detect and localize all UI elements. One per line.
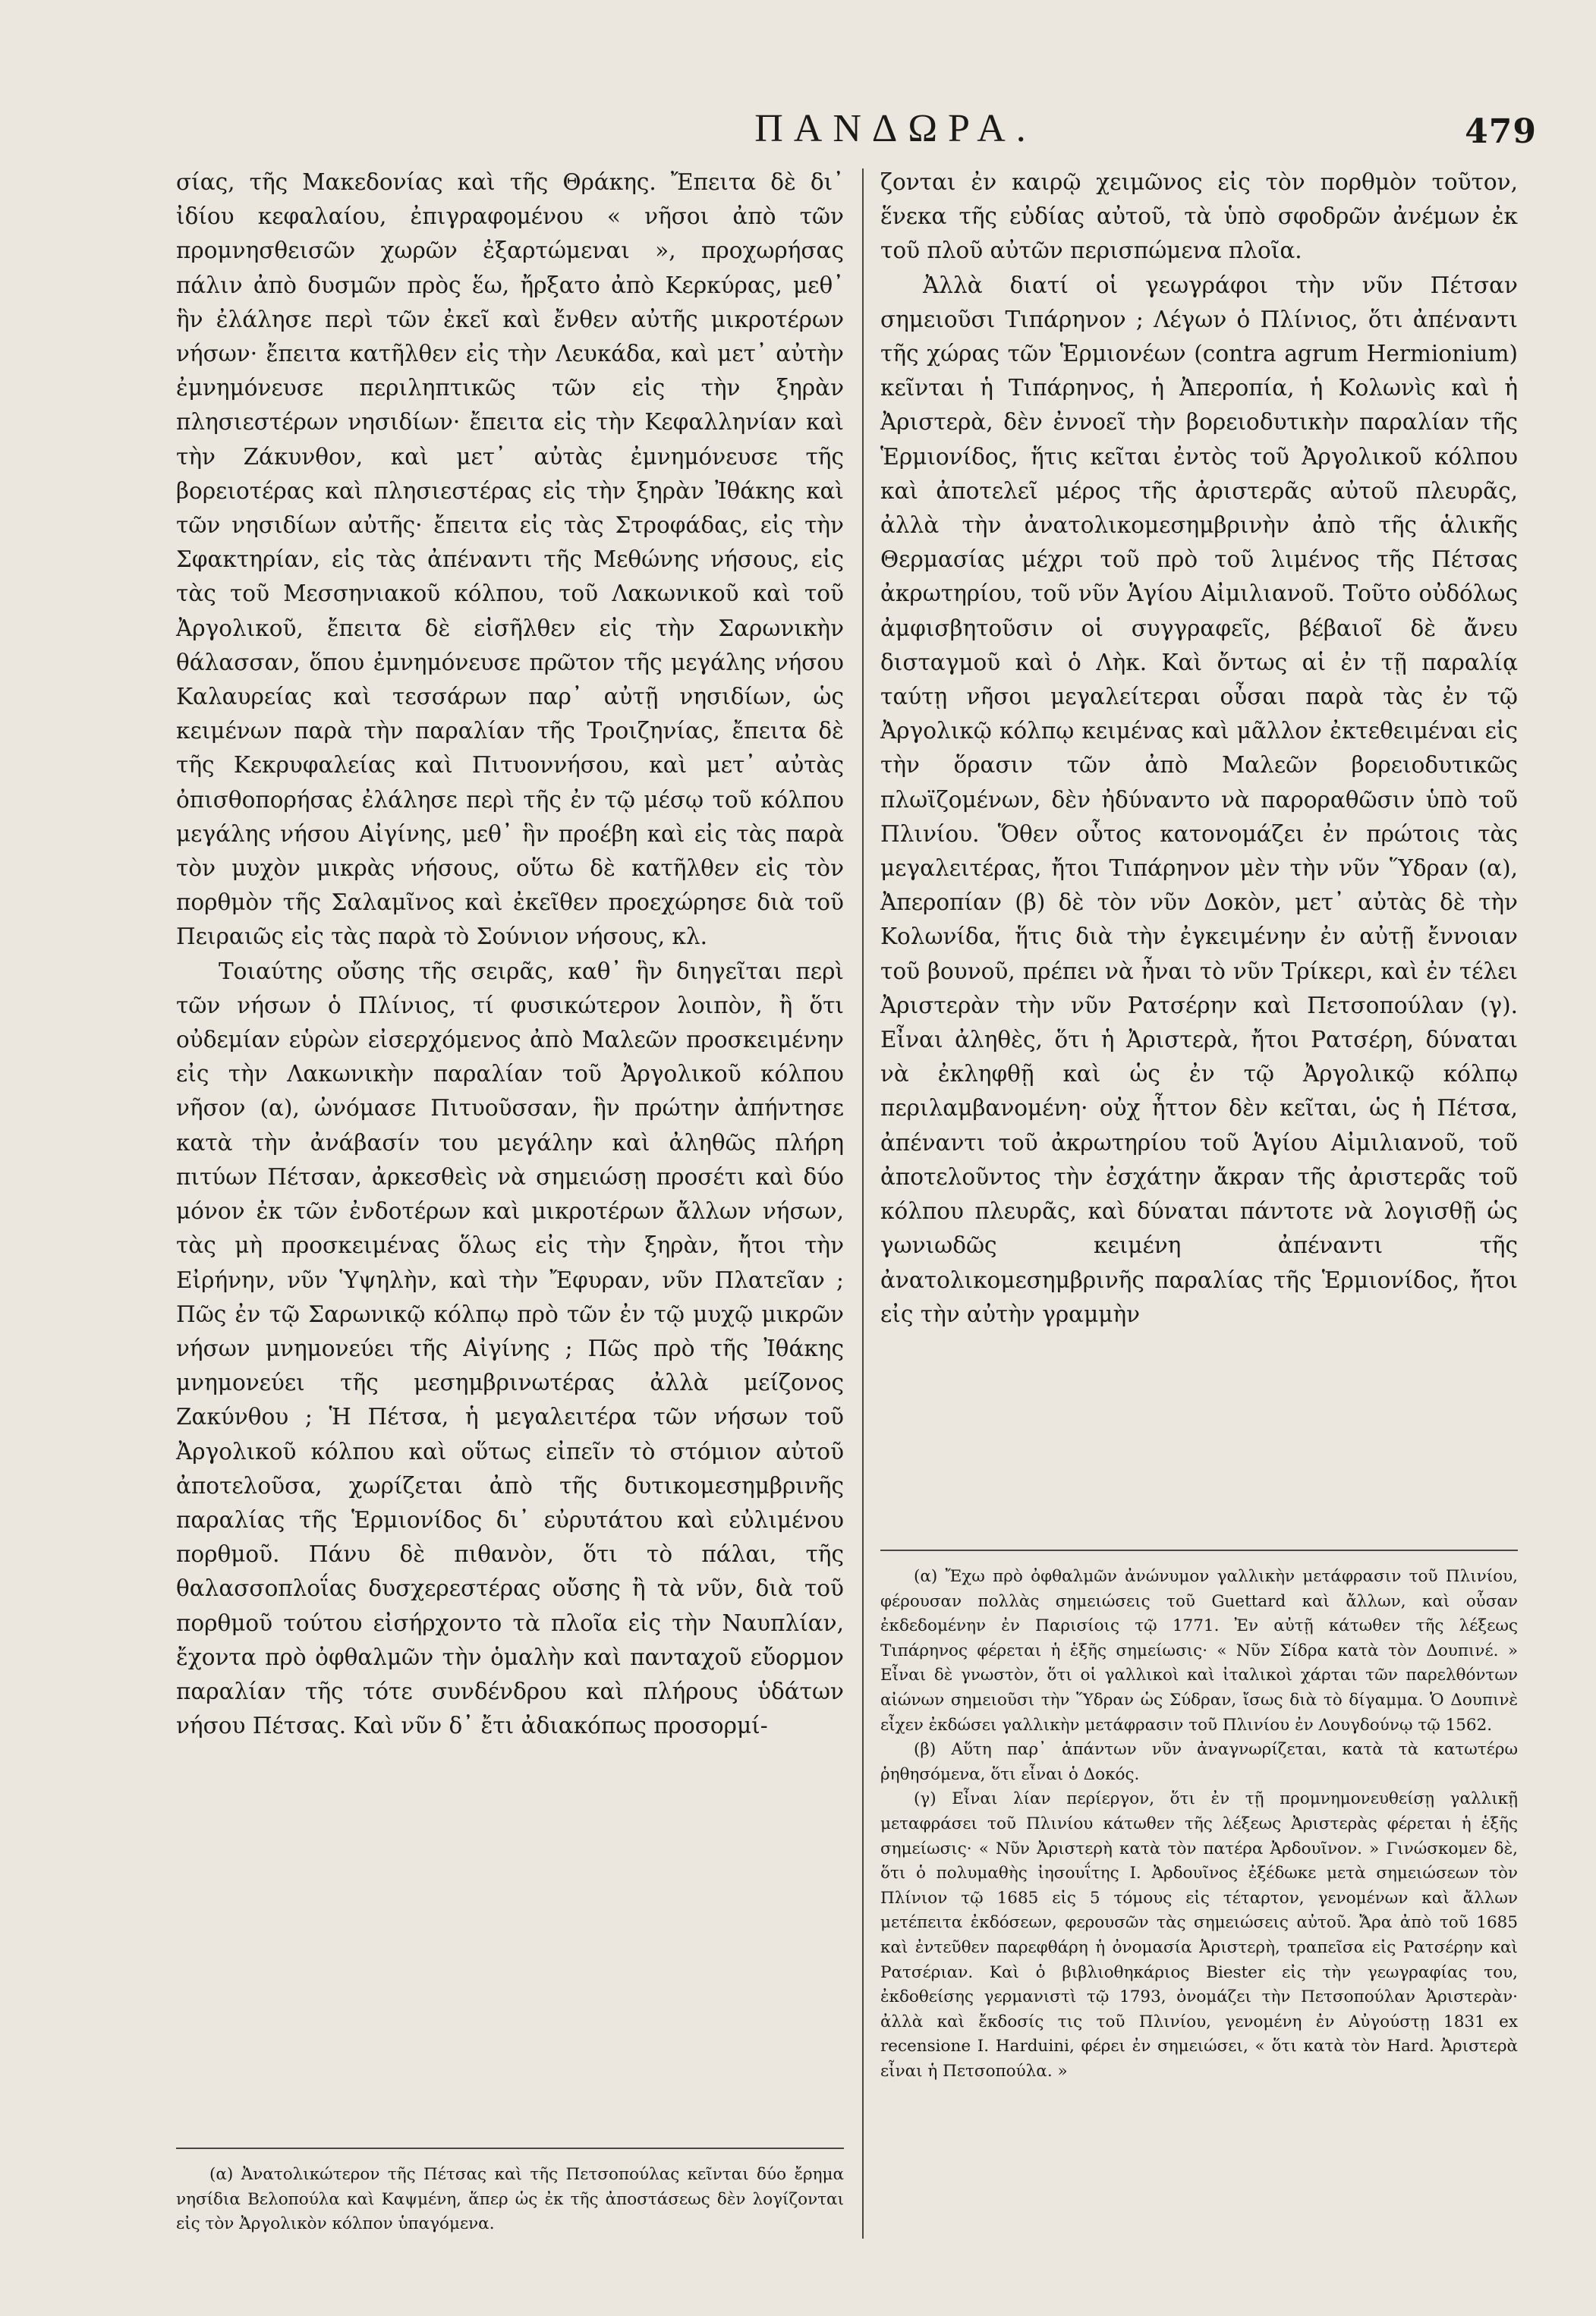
page-number: 479 — [1465, 112, 1537, 151]
footnote-right-c: (γ) Εἶναι λίαν περίεργον, ὅτι ἐν τῇ προμνημονευθείσῃ γαλλικῇ μεταφράσει τοῦ Πλινίου κάτωθεν τῆς λέξεως Ἀριστερὰς φέρεται ἡ ἑξῆς σημείωσις· « Νῦν Ἀριστερὴ κατὰ τὸν πατέρα Ἀρδουῖνον. » Γινώσκομεν δὲ, ὅτι ὁ πολυμαθὴς ἰησουΐτης Ι. Ἀρδουῖνος ἐξέδωκε μετὰ σημειώσεων τὸν Πλίνιον τῷ 1685 εἰς 5 τόμους εἰς τέταρτον, γενομένων καὶ ἄλλων μετέπειτα ἐκδόσεων, φερουσῶν τὰς σημειώσεις αὐτοῦ. Ἄρα ἀπὸ τοῦ 1685 καὶ ἐντεῦθεν παρεφθάρη ἡ ὀνομασία Ἀριστερὴ, τραπεῖσα εἰς Ρατσέρην καὶ Ρατσέριαν. Καὶ ὁ βιβλιοθηκάριος Biester εἰς τὴν γεωγραφίας του, ἐκδοθείσης γερμανιστὶ τῷ 1793, ὀνομάζει τὴν Πετσοπούλαν Ἀριστερὰν· ἀλλὰ καὶ ἔκδοσίς τις τοῦ Πλινίου, γενομένη ἐν Αὐγούστῃ 1831 ex recensione I. Harduini, φέρει ἐν σημειώσει, « ὅτι κατὰ τὸν Hard. Ἀριστερὰ εἶναι ἡ Πετσοπούλα. » — [880, 1789, 1518, 2081]
running-header-title: ΠΑΝΔΩΡΑ. — [754, 107, 1037, 150]
right-paragraph-2: Ἀλλὰ διατί οἱ γεωγράφοι τὴν νῦν Πέτσαν σημειοῦσι Τιπάρηνον ; Λέγων ὁ Πλίνιος, ὅτι ἀπέναντι τῆς χώρας τῶν Ἑρμιονέων (contra agrum Hermionium) κεῖνται ἡ Τιπάρηνος, ἡ Ἀπεροπία, ἡ Κολωνὶς καὶ ἡ Ἀριστερὰ, δὲν ἐννοεῖ τὴν βορειοδυτικὴν παραλίαν τῆς Ἑρμιονίδος, ἥτις κεῖται ἐντὸς τοῦ Ἀργολικοῦ κόλπου καὶ ἀποτελεῖ μέρος τῆς ἀριστερᾶς αὐτοῦ πλευρᾶς, ἀλλὰ τὴν ἀνατολικομεσημβρινὴν ἀπὸ τῆς ἁλικῆς Θερμασίας μέχρι τοῦ πρὸ τοῦ λιμένος τῆς Πέτσας ἀκρωτηρίου, τοῦ νῦν Ἁγίου Αἰμιλιανοῦ. Τοῦτο οὐδόλως ἀμφισβητοῦσιν οἱ συγγραφεῖς, βέβαιοῖ δὲ ἄνευ δισταγμοῦ καὶ ὁ Λὴκ. Καὶ ὄντως αἱ ἐν τῇ παραλίᾳ ταύτῃ νῆσοι μεγαλείτεραι οὖσαι παρὰ τὰς ἐν τῷ Ἀργολικῷ κόλπῳ κειμένας καὶ μᾶλλον ἐκτεθειμέναι εἰς τὴν ὅρασιν τῶν ἀπὸ Μαλεῶν βορειοδυτικῶς πλωϊζομένων, δὲν ἠδύναντο νὰ παροραθῶσιν ὑπὸ τοῦ Πλινίου. Ὅθεν οὗτος κατονομάζει ἐν πρώτοις τὰς μεγαλειτέρας, ἤτοι Τιπάρηνον μὲν τὴν νῦν Ὕδραν (α), Ἀπεροπίαν (β) δὲ τὸν νῦν Δοκὸν, μετ᾽ αὐτὰς δὲ τὴν Κολωνίδα, ἥτις διὰ τὴν ἐγκειμένην ἐν αὐτῇ ἔννοιαν τοῦ βουνοῦ, πρέπει νὰ ἦναι τὸ νῦν Τρίκερι, καὶ ἐν τέλει Ἀριστερὰν τὴν νῦν Ρατσέρην καὶ Πετσοπούλαν (γ). Εἶναι ἀληθὲς, ὅτι ἡ Ἀριστερὰ, ἤτοι Ρατσέρη, δύναται νὰ ἐκληφθῇ καὶ ὡς ἐν τῷ Ἀργολικῷ κόλπῳ περιλαμβανομένη· οὐχ ἧττον δὲν κεῖται, ὡς ἡ Πέτσα, ἀπέναντι τοῦ ἀκρωτηρίου τοῦ Ἁγίου Αἰμιλιανοῦ, τοῦ ἀποτελοῦντος τὴν ἐσχάτην ἄκραν τῆς ἀριστερᾶς τοῦ κόλπου πλευρᾶς, καὶ δύναται πάντοτε νὰ λογισθῇ ὡς γωνιωδῶς κειμένη ἀπέναντι τῆς ἀνατολικομεσημβρινῆς παραλίας τῆς Ἑρμιονίδος, ἤτοι εἰς τὴν αὐτὴν γραμμὴν — [880, 272, 1518, 1327]
footnote-right-a: (α) Ἔχω πρὸ ὀφθαλμῶν ἀνώνυμον γαλλικὴν μετάφρασιν τοῦ Πλινίου, φέρουσαν πολλὰς σημειώσεις τοῦ Guettard καὶ ἄλλων, καὶ οὖσαν ἐκδεδομένην ἐν Παρισίοις τῷ 1771. Ἐν αὐτῇ κάτωθεν τῆς λέξεως Τιπάρηνος φέρεται ἡ ἑξῆς σημείωσις· « Νῦν Σίδρα κατὰ τὸν Δουπινέ. » Εἶναι δὲ γνωστὸν, ὅτι οἱ γαλλικοὶ καὶ ἰταλικοὶ χάρται τῶν παρελθόντων αἰώνων σημειοῦσι τὴν Ὕδραν ὡς Σύδραν, ἴσως διὰ τὸ δίγαμμα. Ὁ Δουπινὲ εἶχεν ἐκδώσει γαλλικὴν μετάφρασιν τοῦ Πλινίου ἐν Λουγδούνῳ τῷ 1562. — [880, 1567, 1518, 1735]
left-paragraph-2: Τοιαύτης οὔσης τῆς σειρᾶς, καθ᾽ ἣν διηγεῖται περὶ τῶν νήσων ὁ Πλίνιος, τί φυσικώτερον λοιπὸν, ἢ ὅτι οὐδεμίαν εὑρὼν εἰσερχόμενος ἀπὸ Μαλεῶν προσκειμένην εἰς τὴν Λακωνικὴν παραλίαν τοῦ Ἀργολικοῦ κόλπου νῆσον (α), ὠνόμασε Πιτυοῦσσαν, ἣν πρώτην ἀπήντησε κατὰ τὴν ἀνάβασίν του μεγάλην καὶ ἀληθῶς πλήρη πιτύων Πέτσαν, ἀρκεσθεὶς νὰ σημειώσῃ προσέτι καὶ δύο μόνον ἐκ τῶν ἐνδοτέρων καὶ μικροτέρων ἄλλων νήσων, τὰς μὴ προσκειμένας ὅλως εἰς τὴν ξηρὰν, ἤτοι τὴν Εἰρήνην, νῦν Ὑψηλὴν, καὶ τὴν Ἔφυραν, νῦν Πλατεῖαν ; Πῶς ἐν τῷ Σαρωνικῷ κόλπῳ πρὸ τῶν ἐν τῷ μυχῷ μικρῶν νήσων μνημονεύει τῆς Αἰγίνης ; Πῶς πρὸ τῆς Ἰθάκης μνημονεύει τῆς μεσημβρινωτέρας ἀλλὰ μείζονος Ζακύνθου ; Ἡ Πέτσα, ἡ μεγαλειτέρα τῶν νήσων τοῦ Ἀργολικοῦ κόλπου καὶ οὕτως εἰπεῖν τὸ στόμιον αὐτοῦ ἀποτελοῦσα, χωρίζεται ἀπὸ τῆς δυτικομεσημβρινῆς παραλίας τῆς Ἑρμιονίδος δι᾽ εὐρυτάτου καὶ εὐλιμένου πορθμοῦ. Πάνυ δὲ πιθανὸν, ὅτι τὸ πάλαι, τῆς θαλασσοπλοΐας δυσχερεστέρας οὔσης ἢ τὰ νῦν, διὰ τοῦ πορθμοῦ τούτου εἰσήρχοντο τὰ πλοῖα εἰς τὴν Ναυπλίαν, ἔχοντα πρὸ ὀφθαλμῶν τὴν ὁμαλὴν καὶ πανταχοῦ εὔορμον παραλίαν τῆς τότε συνδένδρου καὶ πλήρους ὑδάτων νήσου Πέτσας. Καὶ νῦν δ᾽ ἔτι ἀδιακόπως προσορμί- — [176, 958, 844, 1739]
left-paragraph-1: σίας, τῆς Μακεδονίας καὶ τῆς Θράκης. Ἔπειτα δὲ δι᾽ ἰδίου κεφαλαίου, ἐπιγραφομένου « νῆσοι ἀπὸ τῶν προμνησθεισῶν χωρῶν ἐξαρτώμεναι », προχωρήσας πάλιν ἀπὸ δυσμῶν πρὸς ἕω, ἤρξατο ἀπὸ Κερκύρας, μεθ᾽ ἣν ἐλάλησε περὶ τῶν ἐκεῖ καὶ ἔνθεν αὐτῆς μικροτέρων νήσων· ἔπειτα κατῆλθεν εἰς τὴν Λευκάδα, καὶ μετ᾽ αὐτὴν ἐμνημόνευσε περιληπτικῶς τῶν εἰς τὴν ξηρὰν πλησιεστέρων νησιδίων· ἔπειτα εἰς τὴν Κεφαλληνίαν καὶ τὴν Ζάκυνθον, καὶ μετ᾽ αὐτὰς ἐμνημόνευσε τῆς βορειοτέρας καὶ πλησιεστέρας εἰς τὴν ξηρὰν Ἰθάκης καὶ τῶν νησιδίων αὐτῆς· ἔπειτα εἰς τὰς Στροφάδας, εἰς τὴν Σφακτηρίαν, εἰς τὰς ἀπέναντι τῆς Μεθώνης νήσους, εἰς τὰς τοῦ Μεσσηνιακοῦ κόλπου, τοῦ Λακωνικοῦ καὶ τοῦ Ἀργολικοῦ, ἔπειτα δὲ εἰσῆλθεν εἰς τὴν Σαρωνικὴν θάλασσαν, ὅπου ἐμνημόνευσε πρῶτον τῆς μεγάλης νήσου Καλαυρείας καὶ τεσσάρων παρ᾽ αὐτῇ νησιδίων, ὡς κειμένων παρὰ τὴν παραλίαν τῆς Τροιζηνίας, ἔπειτα δὲ τῆς Κεκρυφαλείας καὶ Πιτυοννήσου, καὶ μετ᾽ αὐτὰς ὀπισθοπορήσας ἐλάλησε περὶ τῆς ἐν τῷ μέσῳ τοῦ κόλπου μεγάλης νήσου Αἰγίνης, μεθ᾽ ἣν προέβη καὶ εἰς τὰς παρὰ τὸν μυχὸν μικρὰς νήσους, οὕτω δὲ κατῆλθεν εἰς τὸν πορθμὸν τῆς Σαλαμῖνος καὶ ἐκεῖθεν προεχώρησε διὰ τοῦ Πειραιῶς εἰς τὰς παρὰ τὸ Σούνιον νήσους, κλ. — [176, 169, 844, 950]
column-divider — [862, 168, 864, 2239]
footnote-left-a: (α) Ἀνατολικώτερον τῆς Πέτσας καὶ τῆς Πετσοπούλας κεῖνται δύο ἔρημα νησίδια Βελοπούλα καὶ Καψμένη, ἅπερ ὡς ἐκ τῆς ἀποστάσεως δὲν λογίζονται εἰς τὸν Ἀργολικὸν κόλπον ὑπαγόμενα. — [176, 2165, 844, 2234]
right-column — [880, 165, 1518, 1332]
right-footnotes — [880, 1550, 1518, 2084]
right-paragraph-1: ζονται ἐν καιρῷ χειμῶνος εἰς τὸν πορθμὸν τοῦτον, ἕνεκα τῆς εὐδίας αὐτοῦ, τὰ ὑπὸ σφοδρῶν ἀνέμων ἐκ τοῦ πλοῦ αὐτῶν περισπώμενα πλοῖα. — [880, 169, 1518, 264]
left-footnotes — [176, 2148, 844, 2237]
left-column — [176, 165, 844, 1743]
footnote-right-b: (β) Αὕτη παρ᾽ ἁπάντων νῦν ἀναγνωρίζεται, κατὰ τὰ κατωτέρω ῥηθησόμενα, ὅτι εἶναι ὁ Δοκός. — [880, 1740, 1518, 1784]
